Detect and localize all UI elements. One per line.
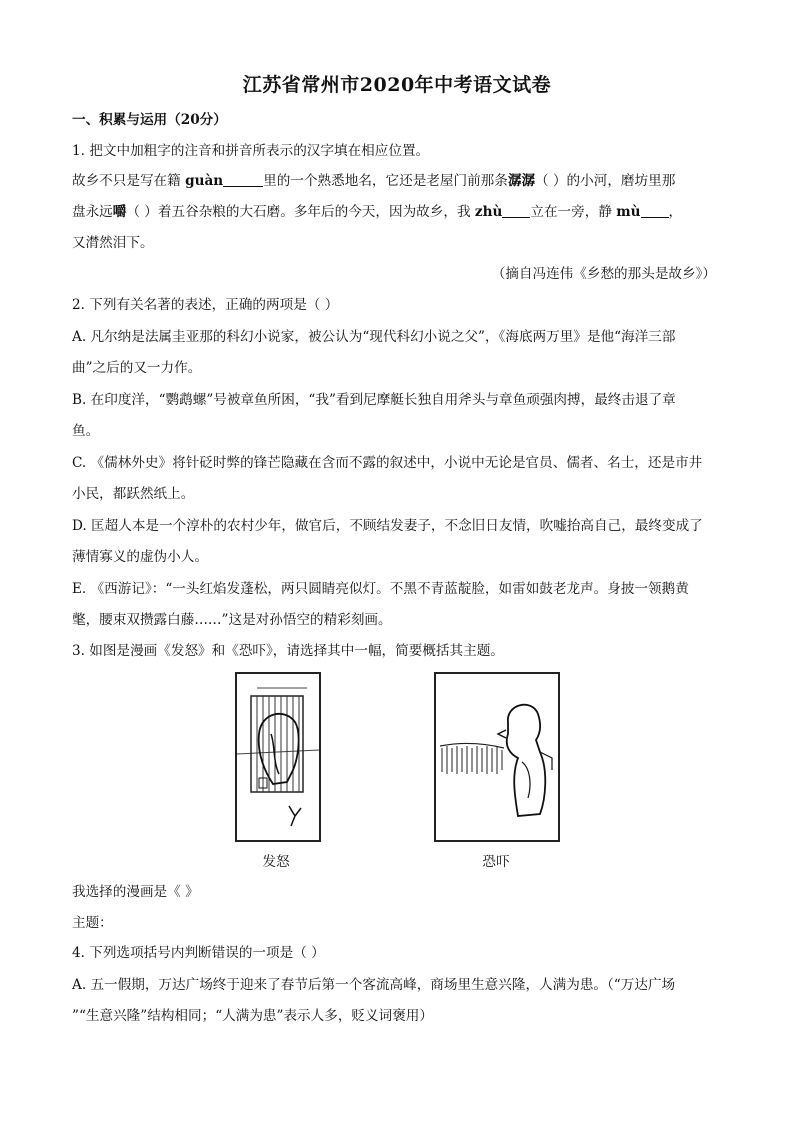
caption-intimidation: 恐吓 xyxy=(482,854,510,870)
q2-option-c: C. 《儒林外史》将针砭时弊的锋芒隐藏在含而不露的叙述中，小说中无论是官员、儒者、名士，还是市井 xyxy=(72,455,703,471)
exam-title: 江苏省常州市2020年中考语文试卷 xyxy=(242,74,552,96)
pinyin-guan: guàn xyxy=(185,173,224,189)
caption-anger: 发怒 xyxy=(262,854,290,870)
q2-option-a: A. 凡尔纳是法属圭亚那的科幻小说家，被公认为“现代科幻小说之父”，《海底两万里》是他“海洋三部 xyxy=(72,329,676,345)
q1-passage-line-2: 盘永远嚼（ ）着五谷杂粮的大石磨。多年后的今天，因为故乡，我 zhù 立在一旁，静 mù ， xyxy=(72,204,683,220)
bold-jue: 嚼 xyxy=(112,204,127,220)
section-heading: 一、积累与运用（20分） xyxy=(72,112,227,128)
q2-option-b-cont: 鱼。 xyxy=(72,423,100,439)
cartoon-intimidation xyxy=(434,672,560,842)
q2-option-a-cont: 曲”之后的又一力作。 xyxy=(72,360,202,376)
answer-blank[interactable] xyxy=(502,203,530,218)
intimidation-illustration xyxy=(436,674,558,840)
q1-source: （摘自冯连伟《乡愁的那头是故乡》） xyxy=(491,266,716,282)
q3-choice-prompt: 我选择的漫画是《 》 xyxy=(72,884,199,900)
cartoon-anger xyxy=(235,672,321,842)
q2-stem: 2. 下列有关名著的表述，正确的两项是（ ） xyxy=(72,297,339,313)
q2-option-b: B. 在印度洋，“鹦鹉螺”号被章鱼所困，“我”看到尼摩艇长独自用斧头与章鱼顽强肉搏，最终击退了章 xyxy=(72,392,676,408)
q3-stem: 3. 如图是漫画《发怒》和《恐吓》，请选择其中一幅，简要概括其主题。 xyxy=(72,643,504,659)
q2-option-e: E. 《西游记》：“一头红焰发蓬松，两只圆睛亮似灯。不黑不青蓝靛脸，如雷如鼓老龙声。身披一领鹅黄 xyxy=(72,581,689,597)
q1-passage-line-3: 又潸然泪下。 xyxy=(72,235,154,251)
q1-stem: 1. 把文中加粗字的注音和拼音所表示的汉字填在相应位置。 xyxy=(72,143,430,159)
q2-option-c-cont: 小民，都跃然纸上。 xyxy=(72,486,195,502)
caged-animal-illustration xyxy=(237,674,319,840)
pinyin-mu: mù xyxy=(616,204,641,220)
q3-theme-prompt: 主题： xyxy=(72,915,113,931)
pinyin-zhu: zhù xyxy=(474,204,503,220)
bold-chanchan: 潺潺 xyxy=(507,173,536,189)
answer-blank[interactable] xyxy=(223,172,263,187)
q4-option-a-cont: ”“生意兴隆”结构相同；“人满为患”表示人多，贬义词褒用） xyxy=(72,1008,433,1024)
q2-option-d-cont: 薄情寡义的虚伪小人。 xyxy=(72,549,208,565)
q2-option-d: D. 匡超人本是一个淳朴的农村少年，做官后，不顾结发妻子，不念旧日友情，吹嘘抬高自己，最终变成了 xyxy=(72,518,703,534)
q2-option-e-cont: 氅，腰束双攒露白藤……”这是对孙悟空的精彩刻画。 xyxy=(72,612,392,628)
q1-passage-line-1: 故乡不只是写在籍 guàn 里的一个熟悉地名，它还是老屋门前那条潺潺（ ）的小河，磨坊里那 xyxy=(72,173,676,189)
q4-option-a: A. 五一假期，万达广场终于迎来了春节后第一个客流高峰，商场里生意兴隆，人满为患。（“万达广场 xyxy=(72,977,676,993)
q4-stem: 4. 下列选项括号内判断错误的一项是（ ） xyxy=(72,945,325,961)
answer-blank[interactable] xyxy=(641,203,669,218)
